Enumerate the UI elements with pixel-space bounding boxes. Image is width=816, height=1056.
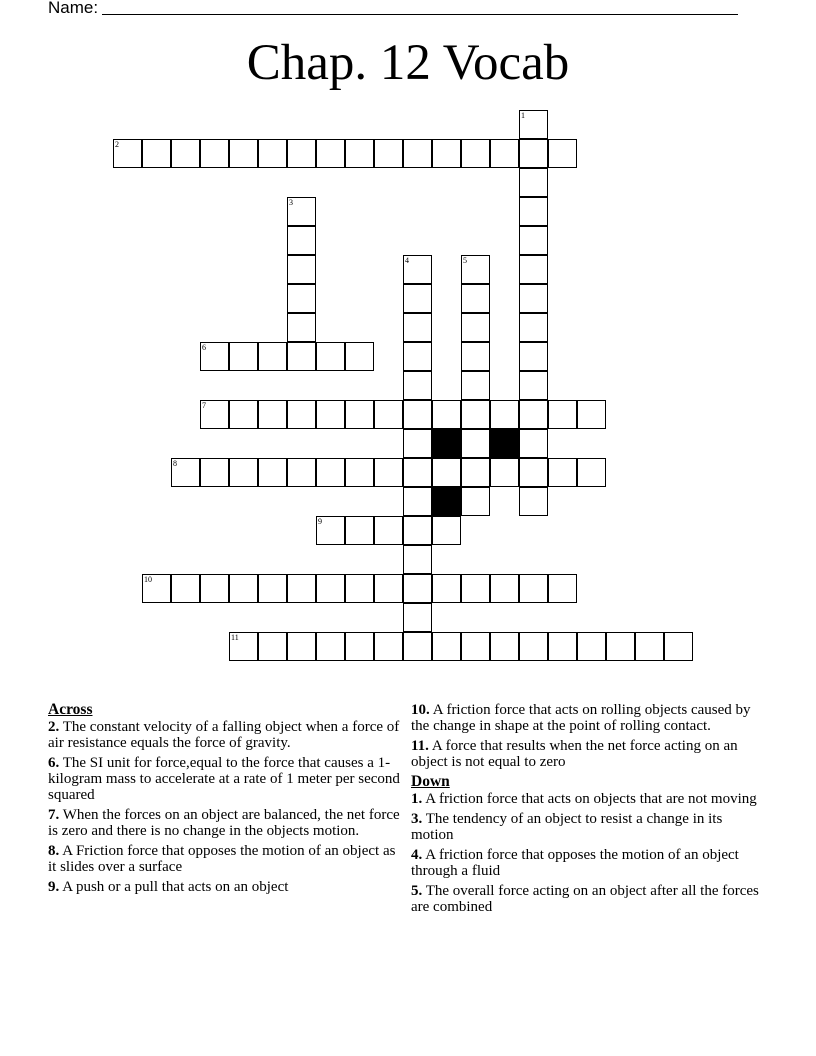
grid-cell[interactable] bbox=[403, 545, 432, 574]
grid-cell[interactable] bbox=[403, 284, 432, 313]
grid-cell[interactable] bbox=[171, 458, 200, 487]
grid-cell[interactable] bbox=[200, 574, 229, 603]
grid-cell[interactable] bbox=[200, 458, 229, 487]
grid-cell[interactable] bbox=[461, 255, 490, 284]
grid-cell[interactable] bbox=[403, 516, 432, 545]
grid-cell[interactable] bbox=[519, 342, 548, 371]
grid-cell[interactable] bbox=[229, 342, 258, 371]
grid-cell[interactable] bbox=[287, 574, 316, 603]
grid-cell[interactable] bbox=[171, 139, 200, 168]
grid-cell[interactable] bbox=[635, 632, 664, 661]
grid-cell[interactable] bbox=[519, 371, 548, 400]
name-label: Name: bbox=[48, 0, 99, 17]
grid-cell[interactable] bbox=[606, 632, 635, 661]
grid-cell[interactable] bbox=[345, 516, 374, 545]
grid-cell[interactable] bbox=[316, 342, 345, 371]
grid-cell[interactable] bbox=[519, 226, 548, 255]
grid-cell[interactable] bbox=[403, 458, 432, 487]
clue-number-3: 3 bbox=[289, 198, 293, 207]
grid-cell[interactable] bbox=[519, 139, 548, 168]
grid-cell[interactable] bbox=[519, 313, 548, 342]
grid-cell[interactable] bbox=[287, 139, 316, 168]
grid-cell[interactable] bbox=[548, 574, 577, 603]
grid-cell[interactable] bbox=[461, 487, 490, 516]
grid-cell[interactable] bbox=[519, 429, 548, 458]
grid-cell[interactable] bbox=[519, 197, 548, 226]
grid-cell[interactable] bbox=[403, 632, 432, 661]
grid-cell[interactable] bbox=[461, 342, 490, 371]
grid-cell[interactable] bbox=[171, 574, 200, 603]
grid-cell[interactable] bbox=[432, 574, 461, 603]
grid-cell[interactable] bbox=[258, 400, 287, 429]
grid-cell[interactable] bbox=[432, 139, 461, 168]
grid-cell[interactable] bbox=[461, 429, 490, 458]
clue-across-6: 6. The SI unit for force,equal to the force that causes a 1-kilogram mass to accelerate at a rate of 1 meter per second squared bbox=[48, 755, 400, 803]
grid-cell[interactable] bbox=[229, 400, 258, 429]
grid-cell[interactable] bbox=[287, 226, 316, 255]
grid-cell[interactable] bbox=[519, 632, 548, 661]
grid-cell[interactable] bbox=[519, 458, 548, 487]
grid-cell[interactable] bbox=[258, 632, 287, 661]
clue-number-5: 5 bbox=[463, 256, 467, 265]
grid-cell[interactable] bbox=[403, 342, 432, 371]
black-square bbox=[432, 487, 461, 516]
grid-cell[interactable] bbox=[548, 458, 577, 487]
grid-cell[interactable] bbox=[374, 574, 403, 603]
grid-cell[interactable] bbox=[519, 168, 548, 197]
grid-cell[interactable] bbox=[490, 574, 519, 603]
clue-across-11: 11. A force that results when the net force acting on an object is not equal to zero bbox=[411, 738, 738, 770]
grid-cell[interactable] bbox=[403, 255, 432, 284]
grid-cell[interactable] bbox=[374, 139, 403, 168]
grid-cell[interactable] bbox=[490, 139, 519, 168]
grid-cell[interactable] bbox=[403, 429, 432, 458]
grid-cell[interactable] bbox=[519, 487, 548, 516]
grid-cell[interactable] bbox=[374, 458, 403, 487]
clue-across-8: 8. A Friction force that opposes the motion of an object as it slides over a surface bbox=[48, 843, 396, 875]
clue-number-2: 2 bbox=[115, 140, 119, 149]
grid-cell[interactable] bbox=[113, 139, 142, 168]
grid-cell[interactable] bbox=[229, 632, 258, 661]
grid-cell[interactable] bbox=[345, 458, 374, 487]
grid-cell[interactable] bbox=[287, 458, 316, 487]
black-square bbox=[490, 429, 519, 458]
clue-down-4: 4. A friction force that opposes the motion of an object through a fluid bbox=[411, 847, 739, 879]
grid-cell[interactable] bbox=[258, 458, 287, 487]
grid-cell[interactable] bbox=[142, 574, 171, 603]
grid-cell[interactable] bbox=[548, 139, 577, 168]
grid-cell[interactable] bbox=[461, 458, 490, 487]
grid-cell[interactable] bbox=[432, 516, 461, 545]
grid-cell[interactable] bbox=[577, 458, 606, 487]
grid-cell[interactable] bbox=[258, 139, 287, 168]
clue-down-5: 5. The overall force acting on an object after all the forces are combined bbox=[411, 883, 759, 915]
grid-cell[interactable] bbox=[229, 458, 258, 487]
grid-cell[interactable] bbox=[461, 574, 490, 603]
grid-cell[interactable] bbox=[200, 400, 229, 429]
grid-cell[interactable] bbox=[490, 458, 519, 487]
grid-cell[interactable] bbox=[374, 516, 403, 545]
grid-cell[interactable] bbox=[461, 284, 490, 313]
grid-cell[interactable] bbox=[548, 400, 577, 429]
grid-cell[interactable] bbox=[316, 632, 345, 661]
grid-cell[interactable] bbox=[287, 342, 316, 371]
clue-number-1: 1 bbox=[521, 111, 525, 120]
clue-across-10: 10. A friction force that acts on rolling objects caused by the change in shape at the point of rolling contact. bbox=[411, 702, 751, 734]
clue-across-2: 2. The constant velocity of a falling object when a force of air resistance equals the force of gravity. bbox=[48, 719, 400, 751]
clue-down-1: 1. A friction force that acts on objects that are not moving bbox=[411, 791, 757, 807]
grid-cell[interactable] bbox=[403, 487, 432, 516]
clue-down-3: 3. The tendency of an object to resist a change in its motion bbox=[411, 811, 723, 843]
grid-cell[interactable] bbox=[461, 139, 490, 168]
grid-cell[interactable] bbox=[461, 313, 490, 342]
grid-cell[interactable] bbox=[287, 400, 316, 429]
grid-cell[interactable] bbox=[519, 574, 548, 603]
grid-cell[interactable] bbox=[345, 400, 374, 429]
grid-cell[interactable] bbox=[403, 400, 432, 429]
clues-column-left bbox=[48, 702, 403, 899]
grid-cell[interactable] bbox=[374, 632, 403, 661]
grid-cell[interactable] bbox=[345, 574, 374, 603]
grid-cell[interactable] bbox=[461, 371, 490, 400]
grid-cell[interactable] bbox=[287, 255, 316, 284]
grid-cell[interactable] bbox=[287, 284, 316, 313]
grid-cell[interactable] bbox=[403, 139, 432, 168]
grid-cell[interactable] bbox=[374, 400, 403, 429]
grid-cell[interactable] bbox=[345, 342, 374, 371]
clue-number-9: 9 bbox=[318, 517, 322, 526]
grid-cell[interactable] bbox=[316, 574, 345, 603]
down-heading: Down bbox=[411, 773, 450, 790]
grid-cell[interactable] bbox=[432, 458, 461, 487]
clue-number-6: 6 bbox=[202, 343, 206, 352]
grid-cell[interactable] bbox=[519, 255, 548, 284]
grid-cell[interactable] bbox=[403, 371, 432, 400]
grid-cell[interactable] bbox=[316, 139, 345, 168]
grid-cell[interactable] bbox=[316, 400, 345, 429]
grid-cell[interactable] bbox=[229, 574, 258, 603]
clues-column-right bbox=[411, 702, 761, 919]
clue-across-9: 9. A push or a pull that acts on an object bbox=[48, 879, 289, 895]
grid-cell[interactable] bbox=[577, 400, 606, 429]
puzzle-title: Chap. 12 Vocab bbox=[246, 35, 570, 91]
grid-cell[interactable] bbox=[664, 632, 693, 661]
grid-cell[interactable] bbox=[316, 458, 345, 487]
grid-cell[interactable] bbox=[490, 632, 519, 661]
grid-cell[interactable] bbox=[345, 139, 374, 168]
grid-cell[interactable] bbox=[403, 313, 432, 342]
clue-number-10: 10 bbox=[144, 575, 152, 584]
grid-cell[interactable] bbox=[258, 342, 287, 371]
grid-cell[interactable] bbox=[519, 284, 548, 313]
grid-cell[interactable] bbox=[229, 139, 258, 168]
grid-cell[interactable] bbox=[142, 139, 171, 168]
grid-cell[interactable] bbox=[548, 632, 577, 661]
grid-cell[interactable] bbox=[519, 110, 548, 139]
black-square bbox=[432, 429, 461, 458]
grid-cell[interactable] bbox=[316, 516, 345, 545]
grid-cell[interactable] bbox=[403, 574, 432, 603]
grid-cell[interactable] bbox=[200, 139, 229, 168]
grid-cell[interactable] bbox=[287, 313, 316, 342]
grid-cell[interactable] bbox=[287, 197, 316, 226]
grid-cell[interactable] bbox=[258, 574, 287, 603]
grid-cell[interactable] bbox=[200, 342, 229, 371]
grid-cell[interactable] bbox=[345, 632, 374, 661]
grid-cell[interactable] bbox=[490, 400, 519, 429]
clue-number-8: 8 bbox=[173, 459, 177, 468]
clue-number-7: 7 bbox=[202, 401, 206, 410]
grid-cell[interactable] bbox=[287, 632, 316, 661]
grid-cell[interactable] bbox=[403, 603, 432, 632]
grid-cell[interactable] bbox=[461, 400, 490, 429]
clue-across-7: 7. When the forces on an object are balanced, the net force is zero and there is no change in the objects motion. bbox=[48, 807, 400, 839]
grid-cell[interactable] bbox=[432, 400, 461, 429]
clue-number-4: 4 bbox=[405, 256, 409, 265]
grid-cell[interactable] bbox=[461, 632, 490, 661]
grid-cell[interactable] bbox=[577, 632, 606, 661]
across-heading: Across bbox=[48, 701, 93, 718]
grid-cell[interactable] bbox=[432, 632, 461, 661]
clue-number-11: 11 bbox=[231, 633, 239, 642]
grid-cell[interactable] bbox=[519, 400, 548, 429]
